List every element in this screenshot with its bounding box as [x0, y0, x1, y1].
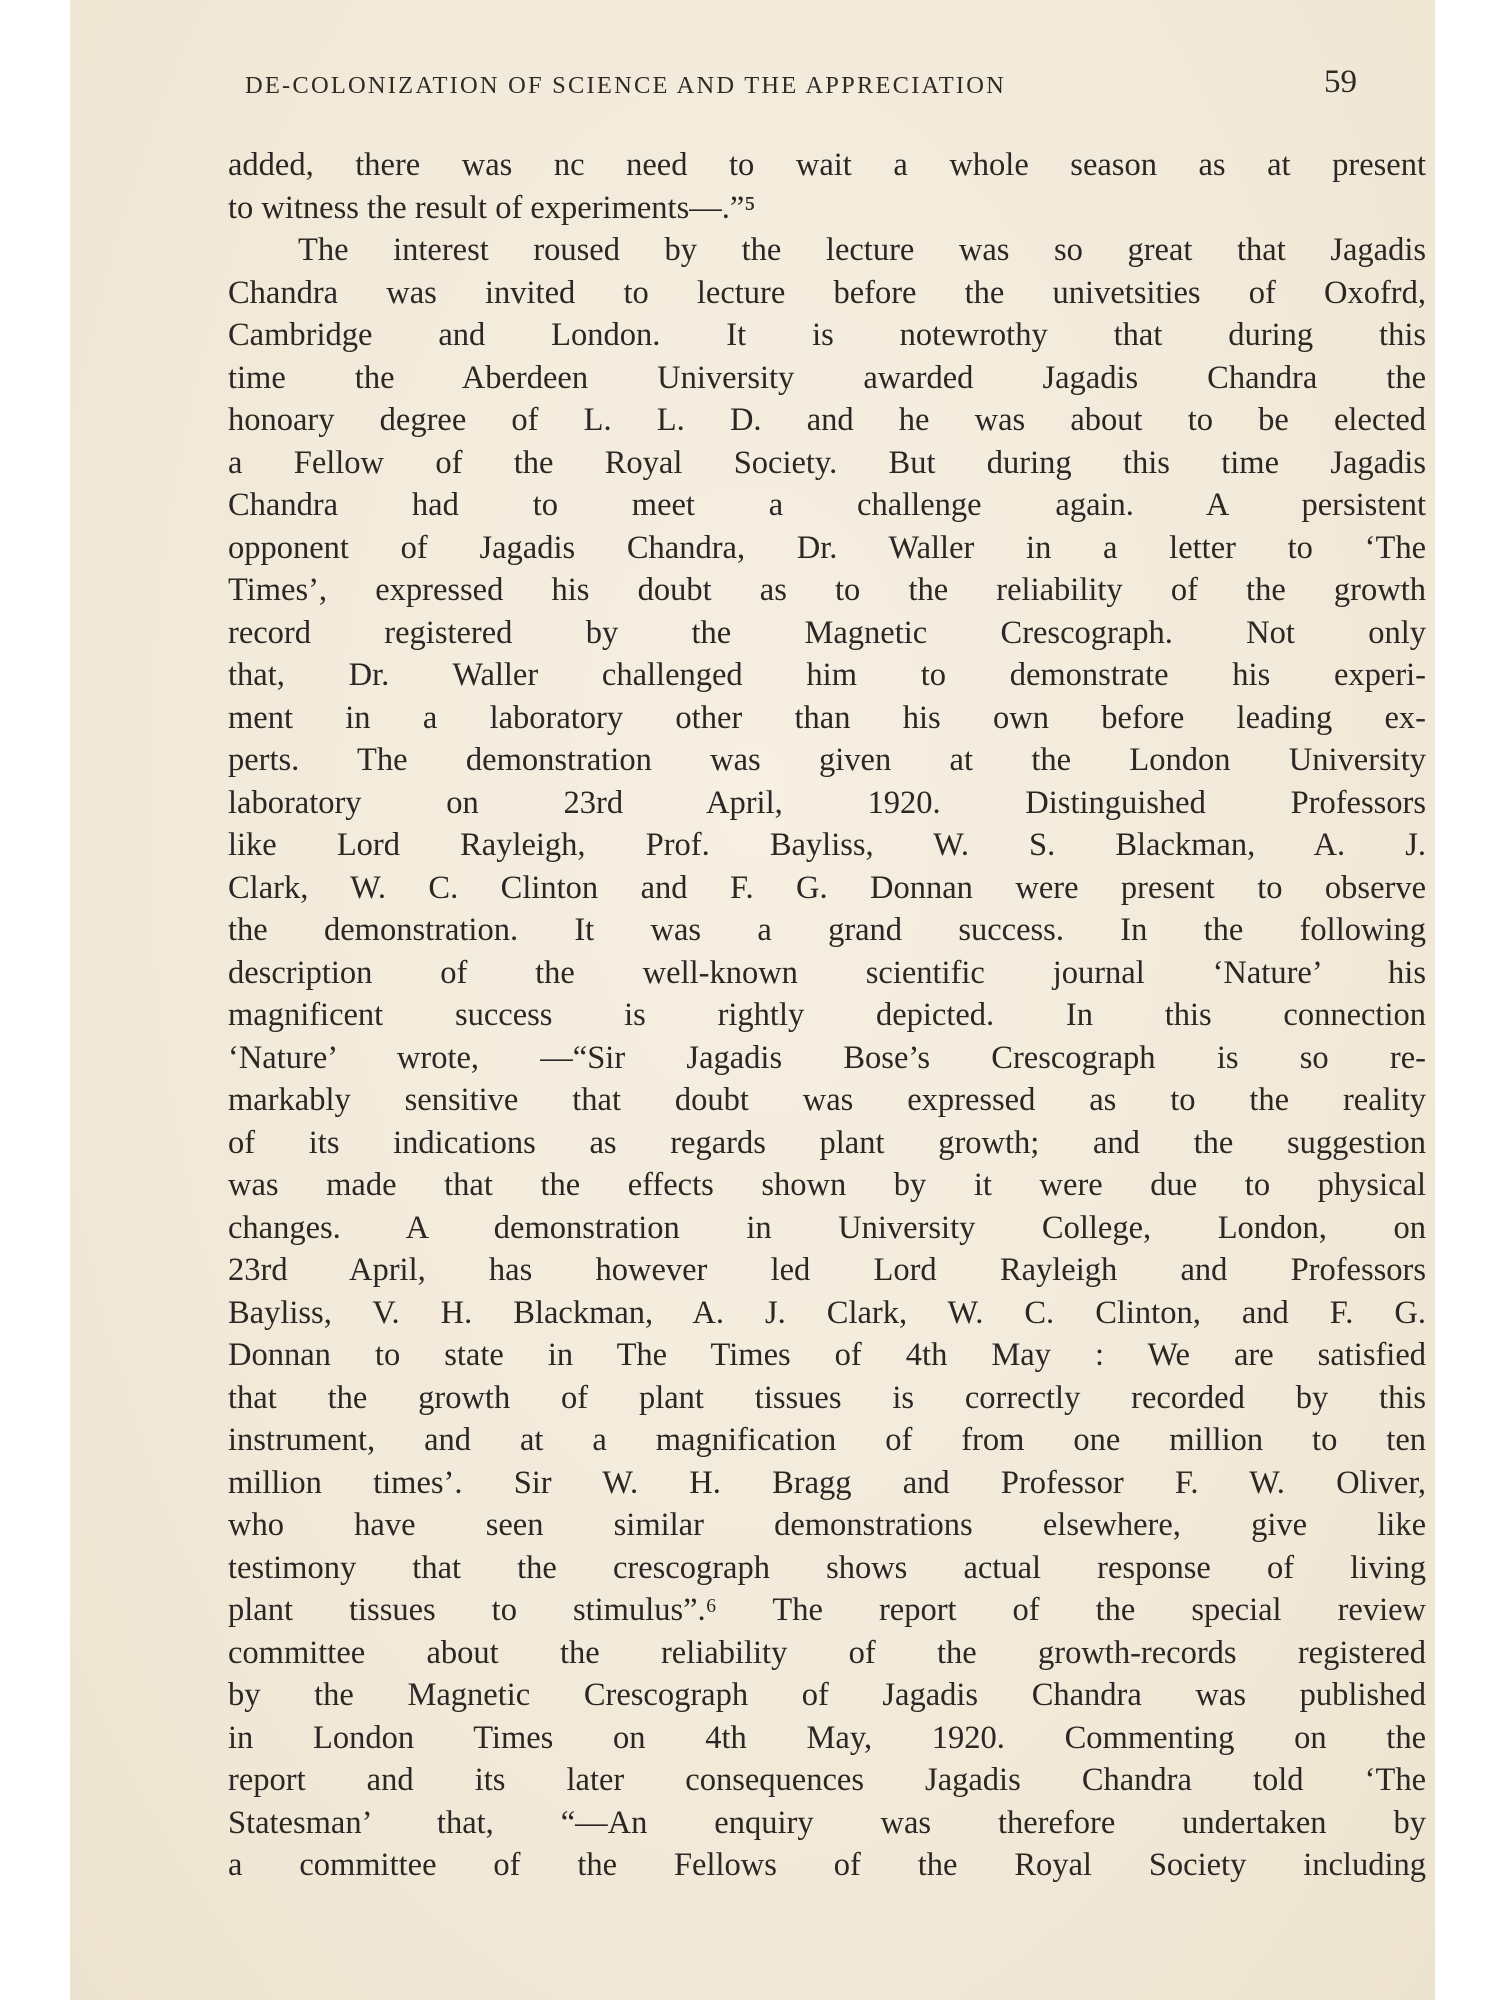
- text-line: Chandra was invited to lecture before the univetsities of Oxofrd,: [228, 274, 1426, 311]
- page-number: 59: [1324, 64, 1357, 100]
- text-line: million times’. Sir W. H. Bragg and Professor F. W. Oliver,: [228, 1464, 1426, 1501]
- text-line: description of the well-known scientific journal ‘Nature’ his: [228, 954, 1426, 991]
- text-line: who have seen similar demonstrations elsewhere, give like: [228, 1507, 1426, 1543]
- text-line: ‘Nature’ wrote, —“Sir Jagadis Bose’s Crescograph is so re-: [228, 1039, 1426, 1076]
- text-line: plant tissues to stimulus”.⁶ The report of the special review: [228, 1592, 1426, 1628]
- text-line: by the Magnetic Crescograph of Jagadis Chandra was published: [228, 1677, 1426, 1713]
- text-line: ment in a laboratory other than his own before leading ex-: [228, 699, 1426, 736]
- text-line: magnificent success is rightly depicted. In this connection: [228, 997, 1426, 1033]
- text-line: of its indications as regards plant growth; and the suggestion: [228, 1124, 1426, 1161]
- text-line: Cambridge and London. It is notewrothy that during this: [228, 317, 1426, 353]
- paragraph-first-line: The interest roused by the lecture was so great that Jagadis: [298, 232, 1426, 268]
- text-line: honoary degree of L. L. D. and he was about to be elected: [228, 402, 1426, 438]
- text-line: to witness the result of experiments—.”⁵: [228, 189, 756, 226]
- text-line: that, Dr. Waller challenged him to demonstrate his experi-: [228, 657, 1426, 693]
- text-line: perts. The demonstration was given at the London University: [228, 742, 1426, 778]
- text-line: laboratory on 23rd April, 1920. Distinguished Professors: [228, 784, 1426, 821]
- text-line: in London Times on 4th May, 1920. Commenting on the: [228, 1719, 1426, 1756]
- text-line: Times’, expressed his doubt as to the reliability of the growth: [228, 572, 1426, 608]
- text-line: report and its later consequences Jagadis Chandra told ‘The: [228, 1762, 1426, 1798]
- text-line: that the growth of plant tissues is correctly recorded by this: [228, 1379, 1426, 1416]
- text-line: Bayliss, V. H. Blackman, A. J. Clark, W. C. Clinton, and F. G.: [228, 1294, 1426, 1331]
- body-text: [228, 144, 1426, 1887]
- text-line: committee about the reliability of the growth-records registered: [228, 1634, 1426, 1671]
- text-line: Statesman’ that, “—An enquiry was therefore undertaken by: [228, 1804, 1426, 1841]
- text-line: changes. A demonstration in University College, London, on: [228, 1209, 1426, 1246]
- text-line: markably sensitive that doubt was expressed as to the reality: [228, 1082, 1426, 1118]
- text-line: a Fellow of the Royal Society. But during this time Jagadis: [228, 444, 1426, 481]
- text-line: instrument, and at a magnification of from one million to ten: [228, 1422, 1426, 1458]
- text-line: Clark, W. C. Clinton and F. G. Donnan were present to observe: [228, 869, 1426, 906]
- text-line: like Lord Rayleigh, Prof. Bayliss, W. S. Blackman, A. J.: [228, 827, 1426, 863]
- text-line: 23rd April, has however led Lord Rayleigh and Professors: [228, 1252, 1426, 1288]
- book-page: [70, 0, 1435, 2000]
- text-line: Chandra had to meet a challenge again. A persistent: [228, 487, 1426, 523]
- text-line: a committee of the Fellows of the Royal Society including: [228, 1847, 1426, 1883]
- text-line: opponent of Jagadis Chandra, Dr. Waller in a letter to ‘The: [228, 529, 1426, 566]
- text-line: time the Aberdeen University awarded Jagadis Chandra the: [228, 359, 1426, 396]
- running-header: [245, 62, 1357, 112]
- running-title: DE-COLONIZATION OF SCIENCE AND THE APPRECIATION: [245, 72, 1007, 99]
- text-line: testimony that the crescograph shows actual response of living: [228, 1549, 1426, 1586]
- text-line: added, there was nc need to wait a whole season as at present: [228, 147, 1426, 183]
- text-line: record registered by the Magnetic Crescograph. Not only: [228, 614, 1426, 651]
- text-line: the demonstration. It was a grand success. In the following: [228, 912, 1426, 948]
- text-line: was made that the effects shown by it were due to physical: [228, 1167, 1426, 1203]
- text-line: Donnan to state in The Times of 4th May : We are satisfied: [228, 1337, 1426, 1373]
